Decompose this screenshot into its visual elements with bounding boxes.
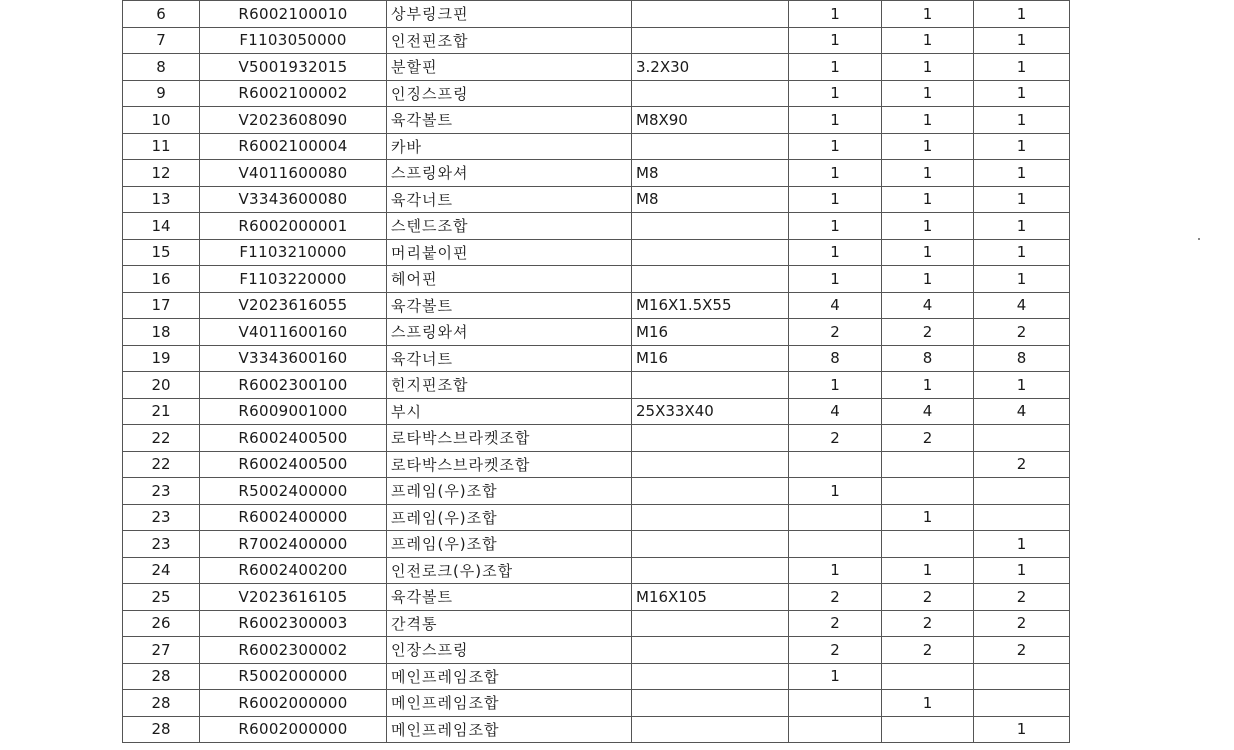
table-row bbox=[123, 107, 1179, 134]
qty-2: 1 bbox=[882, 213, 974, 240]
qty-2: 4 bbox=[882, 398, 974, 425]
part-code: R6002000001 bbox=[200, 213, 387, 240]
qty-1: 2 bbox=[789, 425, 882, 452]
part-code: R6002300100 bbox=[200, 372, 387, 399]
qty-3 bbox=[974, 504, 1070, 531]
blank-cell bbox=[1070, 345, 1179, 372]
item-number: 28 bbox=[123, 716, 200, 743]
blank-cell bbox=[1070, 107, 1179, 134]
part-code: F1103050000 bbox=[200, 27, 387, 54]
qty-2: 1 bbox=[882, 239, 974, 266]
qty-1: 1 bbox=[789, 186, 882, 213]
part-name: 카바 bbox=[387, 133, 632, 160]
qty-3: 1 bbox=[974, 160, 1070, 187]
item-number: 11 bbox=[123, 133, 200, 160]
qty-3: 2 bbox=[974, 637, 1070, 664]
part-spec: M16X105 bbox=[632, 584, 789, 611]
qty-1: 1 bbox=[789, 107, 882, 134]
part-name: 메인프레임조합 bbox=[387, 690, 632, 717]
part-spec: 3.2X30 bbox=[632, 54, 789, 81]
table-row bbox=[123, 80, 1179, 107]
qty-3: 1 bbox=[974, 557, 1070, 584]
blank-cell bbox=[1070, 80, 1179, 107]
table-row bbox=[123, 1, 1179, 28]
part-name: 인전로크(우)조합 bbox=[387, 557, 632, 584]
blank-cell bbox=[1070, 425, 1179, 452]
qty-2: 1 bbox=[882, 266, 974, 293]
qty-2: 1 bbox=[882, 557, 974, 584]
part-name: 로타박스브라켓조합 bbox=[387, 451, 632, 478]
parts-table bbox=[122, 0, 1178, 743]
part-name: 스텐드조합 bbox=[387, 213, 632, 240]
qty-1: 8 bbox=[789, 345, 882, 372]
qty-2 bbox=[882, 663, 974, 690]
part-name: 프레임(우)조합 bbox=[387, 478, 632, 505]
part-name: 육각너트 bbox=[387, 345, 632, 372]
qty-3: 1 bbox=[974, 531, 1070, 558]
part-code: V2023616105 bbox=[200, 584, 387, 611]
table-row bbox=[123, 133, 1179, 160]
qty-2: 2 bbox=[882, 319, 974, 346]
table-row bbox=[123, 345, 1179, 372]
qty-1: 1 bbox=[789, 239, 882, 266]
part-code: R6002000000 bbox=[200, 690, 387, 717]
qty-2: 2 bbox=[882, 425, 974, 452]
qty-2: 1 bbox=[882, 690, 974, 717]
blank-cell bbox=[1070, 663, 1179, 690]
qty-1: 2 bbox=[789, 637, 882, 664]
item-number: 28 bbox=[123, 663, 200, 690]
qty-2: 1 bbox=[882, 186, 974, 213]
part-code: R6002300003 bbox=[200, 610, 387, 637]
part-code: R6002400500 bbox=[200, 451, 387, 478]
part-name: 헤어핀 bbox=[387, 266, 632, 293]
blank-cell bbox=[1070, 690, 1179, 717]
table-row bbox=[123, 425, 1179, 452]
qty-1: 1 bbox=[789, 213, 882, 240]
table-row bbox=[123, 584, 1179, 611]
qty-3: 1 bbox=[974, 54, 1070, 81]
qty-2: 2 bbox=[882, 637, 974, 664]
part-spec bbox=[632, 213, 789, 240]
part-spec: M16 bbox=[632, 345, 789, 372]
item-number: 8 bbox=[123, 54, 200, 81]
part-name: 메인프레임조합 bbox=[387, 663, 632, 690]
part-code: V5001932015 bbox=[200, 54, 387, 81]
blank-cell bbox=[1070, 557, 1179, 584]
part-code: R6002000000 bbox=[200, 716, 387, 743]
qty-2 bbox=[882, 531, 974, 558]
qty-3: 1 bbox=[974, 716, 1070, 743]
table-row bbox=[123, 186, 1179, 213]
qty-2 bbox=[882, 451, 974, 478]
qty-3: 1 bbox=[974, 133, 1070, 160]
part-code: R6002400000 bbox=[200, 504, 387, 531]
part-spec bbox=[632, 716, 789, 743]
part-code: R6002400500 bbox=[200, 425, 387, 452]
qty-2: 1 bbox=[882, 27, 974, 54]
table-row bbox=[123, 663, 1179, 690]
blank-cell bbox=[1070, 716, 1179, 743]
part-code: R6002100004 bbox=[200, 133, 387, 160]
qty-2: 1 bbox=[882, 1, 974, 28]
part-code: R7002400000 bbox=[200, 531, 387, 558]
part-name: 힌지핀조합 bbox=[387, 372, 632, 399]
qty-3: 2 bbox=[974, 451, 1070, 478]
part-spec: M8 bbox=[632, 186, 789, 213]
blank-cell bbox=[1070, 133, 1179, 160]
qty-1: 1 bbox=[789, 1, 882, 28]
qty-2: 1 bbox=[882, 133, 974, 160]
blank-cell bbox=[1070, 531, 1179, 558]
qty-1: 1 bbox=[789, 54, 882, 81]
qty-2: 1 bbox=[882, 54, 974, 81]
qty-2: 1 bbox=[882, 160, 974, 187]
qty-3: 1 bbox=[974, 239, 1070, 266]
part-code: R5002400000 bbox=[200, 478, 387, 505]
qty-3 bbox=[974, 690, 1070, 717]
part-name: 육각볼트 bbox=[387, 584, 632, 611]
part-name: 스프링와셔 bbox=[387, 160, 632, 187]
part-name: 인장스프링 bbox=[387, 637, 632, 664]
part-spec bbox=[632, 27, 789, 54]
part-code: V2023616055 bbox=[200, 292, 387, 319]
part-name: 간격통 bbox=[387, 610, 632, 637]
table-row bbox=[123, 637, 1179, 664]
blank-cell bbox=[1070, 160, 1179, 187]
table-row bbox=[123, 372, 1179, 399]
item-number: 19 bbox=[123, 345, 200, 372]
part-name: 프레임(우)조합 bbox=[387, 531, 632, 558]
item-number: 18 bbox=[123, 319, 200, 346]
part-name: 육각볼트 bbox=[387, 292, 632, 319]
qty-3: 8 bbox=[974, 345, 1070, 372]
part-name: 상부링크핀 bbox=[387, 1, 632, 28]
qty-3: 2 bbox=[974, 319, 1070, 346]
qty-3: 2 bbox=[974, 610, 1070, 637]
table-row bbox=[123, 319, 1179, 346]
part-name: 분할핀 bbox=[387, 54, 632, 81]
part-spec: M16X1.5X55 bbox=[632, 292, 789, 319]
part-code: V4011600160 bbox=[200, 319, 387, 346]
item-number: 23 bbox=[123, 478, 200, 505]
item-number: 20 bbox=[123, 372, 200, 399]
qty-2: 2 bbox=[882, 584, 974, 611]
item-number: 16 bbox=[123, 266, 200, 293]
blank-cell bbox=[1070, 266, 1179, 293]
item-number: 17 bbox=[123, 292, 200, 319]
table-row bbox=[123, 160, 1179, 187]
table-row bbox=[123, 266, 1179, 293]
blank-cell bbox=[1070, 504, 1179, 531]
part-spec bbox=[632, 610, 789, 637]
table-row bbox=[123, 213, 1179, 240]
part-name: 인징스프링 bbox=[387, 80, 632, 107]
blank-cell bbox=[1070, 398, 1179, 425]
item-number: 22 bbox=[123, 451, 200, 478]
part-spec bbox=[632, 451, 789, 478]
qty-2: 1 bbox=[882, 80, 974, 107]
part-name: 로타박스브라켓조합 bbox=[387, 425, 632, 452]
part-name: 부시 bbox=[387, 398, 632, 425]
item-number: 22 bbox=[123, 425, 200, 452]
table-row bbox=[123, 478, 1179, 505]
table-row bbox=[123, 531, 1179, 558]
qty-1: 1 bbox=[789, 266, 882, 293]
qty-1: 1 bbox=[789, 133, 882, 160]
part-code: V2023608090 bbox=[200, 107, 387, 134]
qty-1: 1 bbox=[789, 160, 882, 187]
qty-1 bbox=[789, 716, 882, 743]
blank-cell bbox=[1070, 637, 1179, 664]
qty-2 bbox=[882, 478, 974, 505]
qty-1: 4 bbox=[789, 398, 882, 425]
blank-cell bbox=[1070, 292, 1179, 319]
part-code: R6002100010 bbox=[200, 1, 387, 28]
part-name: 육각너트 bbox=[387, 186, 632, 213]
part-spec bbox=[632, 133, 789, 160]
qty-1: 1 bbox=[789, 80, 882, 107]
scan-speck bbox=[1198, 238, 1200, 240]
part-spec bbox=[632, 663, 789, 690]
blank-cell bbox=[1070, 584, 1179, 611]
part-spec: 25X33X40 bbox=[632, 398, 789, 425]
part-code: R5002000000 bbox=[200, 663, 387, 690]
item-number: 6 bbox=[123, 1, 200, 28]
qty-3: 1 bbox=[974, 27, 1070, 54]
qty-3 bbox=[974, 663, 1070, 690]
qty-3 bbox=[974, 425, 1070, 452]
part-spec bbox=[632, 372, 789, 399]
item-number: 12 bbox=[123, 160, 200, 187]
part-code: V3343600160 bbox=[200, 345, 387, 372]
qty-3: 1 bbox=[974, 80, 1070, 107]
qty-2: 8 bbox=[882, 345, 974, 372]
qty-1 bbox=[789, 451, 882, 478]
qty-3: 4 bbox=[974, 292, 1070, 319]
part-spec: M8X90 bbox=[632, 107, 789, 134]
qty-3: 1 bbox=[974, 1, 1070, 28]
part-name: 스프링와셔 bbox=[387, 319, 632, 346]
part-code: F1103220000 bbox=[200, 266, 387, 293]
qty-3: 2 bbox=[974, 584, 1070, 611]
part-name: 육각볼트 bbox=[387, 107, 632, 134]
part-spec bbox=[632, 557, 789, 584]
item-number: 9 bbox=[123, 80, 200, 107]
part-spec bbox=[632, 239, 789, 266]
qty-1: 1 bbox=[789, 478, 882, 505]
item-number: 14 bbox=[123, 213, 200, 240]
qty-1: 1 bbox=[789, 372, 882, 399]
qty-1: 2 bbox=[789, 319, 882, 346]
part-spec bbox=[632, 1, 789, 28]
blank-cell bbox=[1070, 54, 1179, 81]
blank-cell bbox=[1070, 451, 1179, 478]
qty-3: 1 bbox=[974, 213, 1070, 240]
qty-1: 2 bbox=[789, 610, 882, 637]
part-spec: M16 bbox=[632, 319, 789, 346]
table-row bbox=[123, 292, 1179, 319]
qty-3: 4 bbox=[974, 398, 1070, 425]
part-code: R6009001000 bbox=[200, 398, 387, 425]
item-number: 24 bbox=[123, 557, 200, 584]
qty-1: 1 bbox=[789, 27, 882, 54]
item-number: 13 bbox=[123, 186, 200, 213]
table-row bbox=[123, 557, 1179, 584]
item-number: 7 bbox=[123, 27, 200, 54]
part-spec bbox=[632, 425, 789, 452]
qty-2: 2 bbox=[882, 610, 974, 637]
item-number: 10 bbox=[123, 107, 200, 134]
qty-1: 1 bbox=[789, 663, 882, 690]
qty-3: 1 bbox=[974, 372, 1070, 399]
part-spec: M8 bbox=[632, 160, 789, 187]
item-number: 23 bbox=[123, 504, 200, 531]
blank-cell bbox=[1070, 27, 1179, 54]
item-number: 28 bbox=[123, 690, 200, 717]
blank-cell bbox=[1070, 319, 1179, 346]
qty-1: 2 bbox=[789, 584, 882, 611]
blank-cell bbox=[1070, 239, 1179, 266]
item-number: 26 bbox=[123, 610, 200, 637]
part-code: R6002300002 bbox=[200, 637, 387, 664]
item-number: 15 bbox=[123, 239, 200, 266]
part-code: F1103210000 bbox=[200, 239, 387, 266]
blank-cell bbox=[1070, 1, 1179, 28]
qty-2: 4 bbox=[882, 292, 974, 319]
part-spec bbox=[632, 531, 789, 558]
table-row bbox=[123, 716, 1179, 743]
qty-2: 1 bbox=[882, 504, 974, 531]
blank-cell bbox=[1070, 610, 1179, 637]
item-number: 21 bbox=[123, 398, 200, 425]
part-name: 인전핀조합 bbox=[387, 27, 632, 54]
qty-3: 1 bbox=[974, 186, 1070, 213]
parts-list-sheet bbox=[122, 0, 1178, 743]
part-spec bbox=[632, 266, 789, 293]
table-row bbox=[123, 239, 1179, 266]
item-number: 23 bbox=[123, 531, 200, 558]
qty-2 bbox=[882, 716, 974, 743]
table-row bbox=[123, 398, 1179, 425]
part-code: V3343600080 bbox=[200, 186, 387, 213]
table-row bbox=[123, 610, 1179, 637]
qty-3: 1 bbox=[974, 107, 1070, 134]
qty-1 bbox=[789, 531, 882, 558]
part-spec bbox=[632, 80, 789, 107]
table-row bbox=[123, 451, 1179, 478]
parts-table-body bbox=[123, 1, 1179, 743]
blank-cell bbox=[1070, 478, 1179, 505]
qty-1: 1 bbox=[789, 557, 882, 584]
part-name: 머리붙이핀 bbox=[387, 239, 632, 266]
table-row bbox=[123, 504, 1179, 531]
part-name: 메인프레임조합 bbox=[387, 716, 632, 743]
qty-1: 4 bbox=[789, 292, 882, 319]
item-number: 25 bbox=[123, 584, 200, 611]
part-spec bbox=[632, 504, 789, 531]
qty-1 bbox=[789, 504, 882, 531]
table-row bbox=[123, 690, 1179, 717]
part-spec bbox=[632, 690, 789, 717]
blank-cell bbox=[1070, 186, 1179, 213]
blank-cell bbox=[1070, 372, 1179, 399]
qty-3: 1 bbox=[974, 266, 1070, 293]
item-number: 27 bbox=[123, 637, 200, 664]
part-code: R6002400200 bbox=[200, 557, 387, 584]
part-name: 프레임(우)조합 bbox=[387, 504, 632, 531]
qty-2: 1 bbox=[882, 107, 974, 134]
part-spec bbox=[632, 637, 789, 664]
part-code: V4011600080 bbox=[200, 160, 387, 187]
qty-1 bbox=[789, 690, 882, 717]
qty-3 bbox=[974, 478, 1070, 505]
table-row bbox=[123, 27, 1179, 54]
blank-cell bbox=[1070, 213, 1179, 240]
qty-2: 1 bbox=[882, 372, 974, 399]
part-spec bbox=[632, 478, 789, 505]
part-code: R6002100002 bbox=[200, 80, 387, 107]
table-row bbox=[123, 54, 1179, 81]
